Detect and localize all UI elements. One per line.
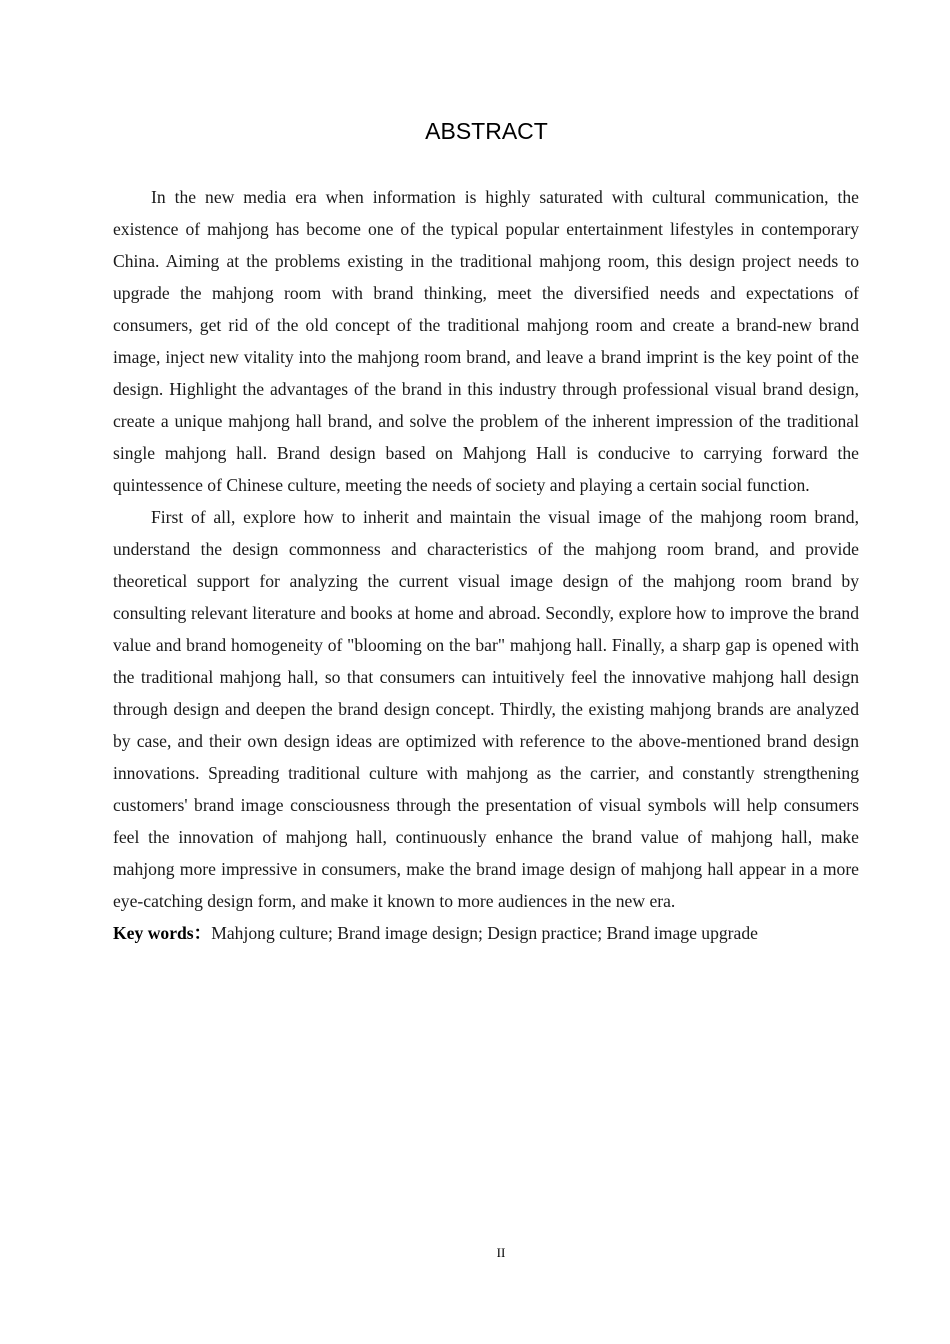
keywords-label: Key words：	[113, 923, 212, 943]
abstract-paragraph-1: In the new media era when information is highly saturated with cultural communication, the existence of mahjong has become one of the typical popular entertainment lifestyles in contemporary China. Aiming at the problems existing in the traditional mahjong room, this design project needs to upgrade the mahjong room with brand thinking, meet the diversified needs and expectations of consumers, get rid of the old concept of the traditional mahjong room and create a brand-new brand image, inject new vitality into the mahjong room brand, and leave a brand imprint is the key point of the design. Highlight the advantages of the brand in this industry through professional visual brand design, create a unique mahjong hall brand, and solve the problem of the inherent impression of the traditional single mahjong hall. Brand design based on Mahjong Hall is conducive to carrying forward the quintessence of Chinese culture, meeting the needs of society and playing a certain social function.	[113, 187, 859, 495]
keywords-line	[113, 917, 859, 949]
page-number: II	[496, 1245, 506, 1260]
abstract-title: ABSTRACT	[425, 118, 548, 144]
keywords-text: Mahjong culture; Brand image design; Design practice; Brand image upgrade	[211, 923, 758, 943]
abstract-body	[113, 181, 859, 949]
abstract-paragraph-2: First of all, explore how to inherit and maintain the visual image of the mahjong room brand, understand the design commonness and characteristics of the mahjong room brand, and provide theoretical support for analyzing the current visual image design of the mahjong room brand by consulting relevant literature and books at home and abroad. Secondly, explore how to improve the brand value and brand homogeneity of "blooming on the bar" mahjong hall. Finally, a sharp gap is opened with the traditional mahjong hall, so that consumers can intuitively feel the innovative mahjong hall design through design and deepen the brand design concept. Thirdly, the existing mahjong brands are analyzed by case, and their own design ideas are optimized with reference to the above-mentioned brand design innovations. Spreading traditional culture with mahjong as the carrier, and constantly strengthening customers' brand image consciousness through the presentation of visual symbols will help consumers feel the innovation of mahjong hall, continuously enhance the brand value of mahjong hall, make mahjong more impressive in consumers, make the brand image design of mahjong hall appear in a more eye-catching design form, and make it known to more audiences in the new era.	[113, 507, 859, 911]
